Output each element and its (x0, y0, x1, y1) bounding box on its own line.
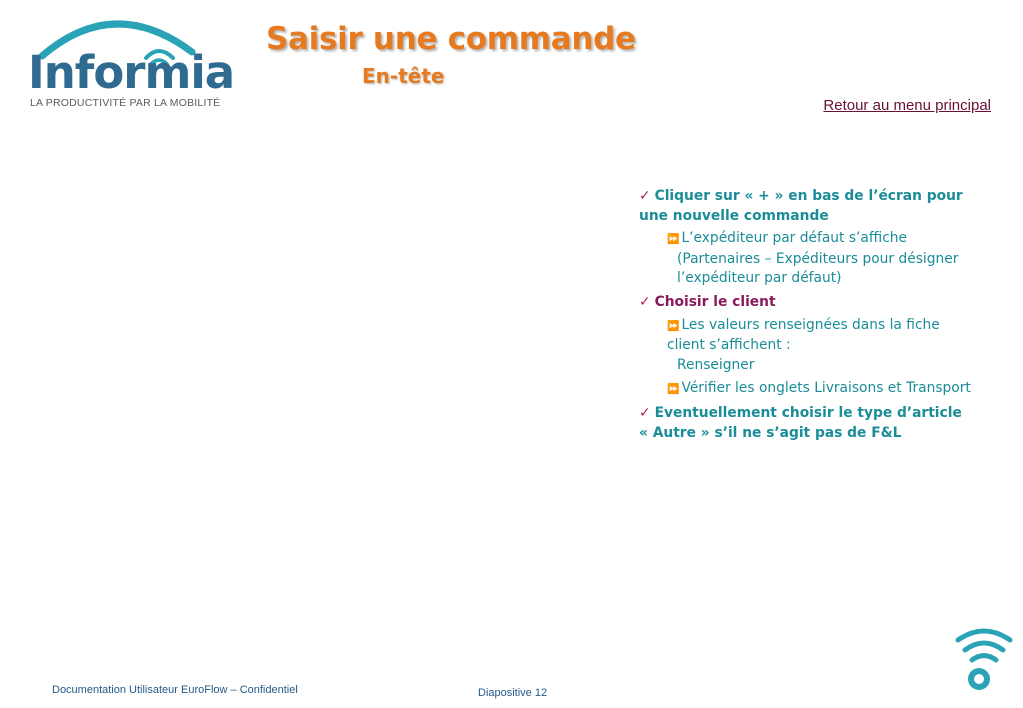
page-title: Saisir une commande (266, 21, 636, 57)
sub-bullet-text: Renseigner (677, 356, 755, 373)
bullet-text: Eventuellement choisir le type d’article « Autre » s’il ne s’agit pas de F&L (639, 404, 962, 441)
bullet-text: Cliquer sur « + » en bas de l’écran pour une nouvelle commande (639, 188, 963, 224)
sub-bullet-text: Vérifier les onglets Livraisons et Transport (681, 380, 971, 397)
double-arrow-icon: ⏩ (667, 234, 680, 246)
double-arrow-icon: ⏩ (667, 384, 680, 396)
bullet-choose-client (639, 293, 974, 313)
checkmark-icon: ✓ (639, 293, 651, 310)
footer-slide-number: Diapositive 12 (478, 687, 548, 699)
sub-bullet-check-tabs (667, 379, 974, 400)
wifi-signal-icon (953, 626, 1015, 696)
bullet-text: Choisir le client (654, 293, 776, 310)
sub-bullet-text: L’expéditeur par défaut s’affiche (681, 230, 908, 247)
logo-wordmark: Informia (28, 46, 235, 99)
double-arrow-icon: ⏩ (667, 320, 680, 332)
checkmark-icon: ✓ (639, 188, 651, 204)
bullet-new-order (639, 187, 974, 226)
sub-bullet-text: Les valeurs renseignées dans la fiche client s’affichent : (667, 316, 940, 354)
page-subtitle: En-tête (362, 64, 445, 88)
informia-logo (24, 8, 238, 112)
bullet-article-type (639, 404, 974, 443)
checkmark-icon: ✓ (639, 404, 651, 421)
sub-bullet-client-values (667, 316, 974, 376)
logo-tagline: LA PRODUCTIVITÉ PAR LA MOBILITÉ (30, 97, 221, 109)
instructions-list (639, 187, 974, 446)
sub-bullet-text: (Partenaires – Expéditeurs pour désigner l’expéditeur par défaut) (677, 250, 959, 287)
footer-confidential: Documentation Utilisateur EuroFlow – Confidentiel (52, 684, 298, 696)
back-to-main-menu-link[interactable]: Retour au menu principal (823, 97, 991, 114)
sub-bullet-default-sender (667, 229, 974, 289)
